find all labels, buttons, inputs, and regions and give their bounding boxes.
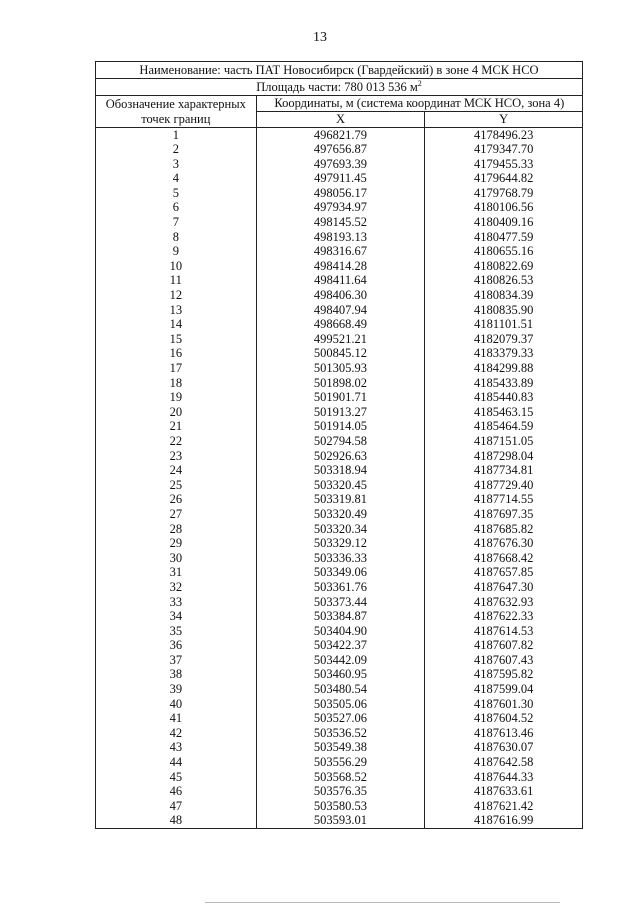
point-number: 6 bbox=[96, 200, 257, 215]
y-coordinate: 4187607.43 bbox=[425, 653, 583, 668]
y-coordinate: 4179644.82 bbox=[425, 171, 583, 186]
table-row bbox=[96, 449, 583, 464]
y-coordinate: 4185464.59 bbox=[425, 419, 583, 434]
table-row bbox=[96, 361, 583, 376]
table-row bbox=[96, 784, 583, 799]
x-coordinate: 501914.05 bbox=[256, 419, 425, 434]
table-row bbox=[96, 507, 583, 522]
point-number: 15 bbox=[96, 332, 257, 347]
y-coordinate: 4178496.23 bbox=[425, 127, 583, 142]
y-coordinate: 4180835.90 bbox=[425, 303, 583, 318]
x-coordinate: 498414.28 bbox=[256, 259, 425, 274]
y-coordinate: 4187595.82 bbox=[425, 667, 583, 682]
y-coordinate: 4187668.42 bbox=[425, 551, 583, 566]
x-coordinate: 503580.53 bbox=[256, 799, 425, 814]
table-row bbox=[96, 638, 583, 653]
table-row bbox=[96, 697, 583, 712]
point-number: 31 bbox=[96, 565, 257, 580]
x-coordinate: 501913.27 bbox=[256, 405, 425, 420]
y-coordinate: 4179455.33 bbox=[425, 157, 583, 172]
point-number: 5 bbox=[96, 186, 257, 201]
point-number: 3 bbox=[96, 157, 257, 172]
x-coordinate: 499521.21 bbox=[256, 332, 425, 347]
y-coordinate: 4187616.99 bbox=[425, 813, 583, 828]
point-number: 9 bbox=[96, 244, 257, 259]
table-body bbox=[96, 127, 583, 829]
x-coordinate: 497693.39 bbox=[256, 157, 425, 172]
point-number: 26 bbox=[96, 492, 257, 507]
x-coordinate: 503593.01 bbox=[256, 813, 425, 828]
x-coordinate: 498411.64 bbox=[256, 273, 425, 288]
point-number: 17 bbox=[96, 361, 257, 376]
point-number: 14 bbox=[96, 317, 257, 332]
y-coordinate: 4187151.05 bbox=[425, 434, 583, 449]
point-number: 42 bbox=[96, 726, 257, 741]
table-row bbox=[96, 740, 583, 755]
x-coordinate: 503336.33 bbox=[256, 551, 425, 566]
x-coordinate: 503527.06 bbox=[256, 711, 425, 726]
x-coordinate: 503361.76 bbox=[256, 580, 425, 595]
area-unit-sup: 2 bbox=[417, 78, 422, 88]
y-coordinate: 4182079.37 bbox=[425, 332, 583, 347]
x-coordinate: 496821.79 bbox=[256, 127, 425, 142]
x-coordinate: 503556.29 bbox=[256, 755, 425, 770]
table-row bbox=[96, 463, 583, 478]
y-coordinate: 4181101.51 bbox=[425, 317, 583, 332]
coordinates-table bbox=[95, 61, 583, 829]
y-coordinate: 4185463.15 bbox=[425, 405, 583, 420]
y-coordinate: 4180409.16 bbox=[425, 215, 583, 230]
point-number: 38 bbox=[96, 667, 257, 682]
table-row bbox=[96, 244, 583, 259]
table-row bbox=[96, 171, 583, 186]
point-number: 36 bbox=[96, 638, 257, 653]
x-coordinate: 503349.06 bbox=[256, 565, 425, 580]
point-number: 35 bbox=[96, 624, 257, 639]
table-row bbox=[96, 595, 583, 610]
table-row bbox=[96, 273, 583, 288]
point-number: 23 bbox=[96, 449, 257, 464]
point-number: 11 bbox=[96, 273, 257, 288]
y-coordinate: 4187657.85 bbox=[425, 565, 583, 580]
y-coordinate: 4180477.59 bbox=[425, 230, 583, 245]
point-number: 4 bbox=[96, 171, 257, 186]
table-row bbox=[96, 303, 583, 318]
table-row bbox=[96, 142, 583, 157]
scan-edge-line bbox=[205, 902, 560, 903]
y-coordinate: 4187622.33 bbox=[425, 609, 583, 624]
x-header: X bbox=[256, 112, 425, 128]
y-coordinate: 4185440.83 bbox=[425, 390, 583, 405]
x-coordinate: 503404.90 bbox=[256, 624, 425, 639]
x-coordinate: 503536.52 bbox=[256, 726, 425, 741]
point-number: 13 bbox=[96, 303, 257, 318]
x-coordinate: 497656.87 bbox=[256, 142, 425, 157]
x-coordinate: 503320.34 bbox=[256, 522, 425, 537]
point-number: 48 bbox=[96, 813, 257, 828]
y-coordinate: 4187729.40 bbox=[425, 478, 583, 493]
table-row bbox=[96, 405, 583, 420]
x-coordinate: 500845.12 bbox=[256, 346, 425, 361]
table-row bbox=[96, 215, 583, 230]
table-title: Наименование: часть ПАТ Новосибирск (Гвардейский) в зоне 4 МСК НСО bbox=[96, 62, 583, 79]
y-coordinate: 4179768.79 bbox=[425, 186, 583, 201]
point-number: 27 bbox=[96, 507, 257, 522]
x-coordinate: 503576.35 bbox=[256, 784, 425, 799]
point-number: 18 bbox=[96, 376, 257, 391]
x-coordinate: 502794.58 bbox=[256, 434, 425, 449]
point-number: 47 bbox=[96, 799, 257, 814]
point-number: 8 bbox=[96, 230, 257, 245]
table-row bbox=[96, 230, 583, 245]
y-coordinate: 4187633.61 bbox=[425, 784, 583, 799]
point-number: 40 bbox=[96, 697, 257, 712]
table-row bbox=[96, 580, 583, 595]
point-number: 32 bbox=[96, 580, 257, 595]
x-coordinate: 503320.49 bbox=[256, 507, 425, 522]
x-coordinate: 503480.54 bbox=[256, 682, 425, 697]
x-coordinate: 498668.49 bbox=[256, 317, 425, 332]
table-row bbox=[96, 536, 583, 551]
point-number: 28 bbox=[96, 522, 257, 537]
y-coordinate: 4179347.70 bbox=[425, 142, 583, 157]
point-number: 2 bbox=[96, 142, 257, 157]
table-row bbox=[96, 813, 583, 828]
table-row bbox=[96, 667, 583, 682]
table-row bbox=[96, 317, 583, 332]
y-coordinate: 4187621.42 bbox=[425, 799, 583, 814]
x-coordinate: 498406.30 bbox=[256, 288, 425, 303]
point-number: 1 bbox=[96, 127, 257, 142]
x-coordinate: 503442.09 bbox=[256, 653, 425, 668]
x-coordinate: 503373.44 bbox=[256, 595, 425, 610]
table-row bbox=[96, 419, 583, 434]
y-coordinate: 4187632.93 bbox=[425, 595, 583, 610]
x-coordinate: 501901.71 bbox=[256, 390, 425, 405]
table-row bbox=[96, 653, 583, 668]
point-number: 10 bbox=[96, 259, 257, 274]
coords-header: Координаты, м (система координат МСК НСО, зона 4) bbox=[256, 96, 582, 112]
y-coordinate: 4187630.07 bbox=[425, 740, 583, 755]
table-row bbox=[96, 200, 583, 215]
point-number: 43 bbox=[96, 740, 257, 755]
y-coordinate: 4187676.30 bbox=[425, 536, 583, 551]
y-coordinate: 4187604.52 bbox=[425, 711, 583, 726]
x-coordinate: 503384.87 bbox=[256, 609, 425, 624]
table-row bbox=[96, 127, 583, 142]
y-coordinate: 4187614.53 bbox=[425, 624, 583, 639]
x-coordinate: 497934.97 bbox=[256, 200, 425, 215]
point-number: 25 bbox=[96, 478, 257, 493]
table-row bbox=[96, 434, 583, 449]
x-coordinate: 503320.45 bbox=[256, 478, 425, 493]
x-coordinate: 498193.13 bbox=[256, 230, 425, 245]
point-number: 29 bbox=[96, 536, 257, 551]
y-coordinate: 4187734.81 bbox=[425, 463, 583, 478]
y-coordinate: 4180826.53 bbox=[425, 273, 583, 288]
y-coordinate: 4187607.82 bbox=[425, 638, 583, 653]
point-number: 41 bbox=[96, 711, 257, 726]
x-coordinate: 503422.37 bbox=[256, 638, 425, 653]
point-number: 20 bbox=[96, 405, 257, 420]
table-row bbox=[96, 376, 583, 391]
point-number: 21 bbox=[96, 419, 257, 434]
table-row bbox=[96, 390, 583, 405]
x-coordinate: 498316.67 bbox=[256, 244, 425, 259]
table-row bbox=[96, 711, 583, 726]
table-row bbox=[96, 259, 583, 274]
point-number: 16 bbox=[96, 346, 257, 361]
table-row bbox=[96, 609, 583, 624]
y-coordinate: 4184299.88 bbox=[425, 361, 583, 376]
y-header: Y bbox=[425, 112, 583, 128]
table-row bbox=[96, 478, 583, 493]
table-row bbox=[96, 346, 583, 361]
x-coordinate: 503568.52 bbox=[256, 770, 425, 785]
y-coordinate: 4187642.58 bbox=[425, 755, 583, 770]
y-coordinate: 4187647.30 bbox=[425, 580, 583, 595]
point-number: 34 bbox=[96, 609, 257, 624]
table-row bbox=[96, 565, 583, 580]
x-coordinate: 501305.93 bbox=[256, 361, 425, 376]
point-number: 30 bbox=[96, 551, 257, 566]
x-coordinate: 498056.17 bbox=[256, 186, 425, 201]
table-row bbox=[96, 492, 583, 507]
x-coordinate: 497911.45 bbox=[256, 171, 425, 186]
page-number: 13 bbox=[313, 30, 327, 45]
x-coordinate: 501898.02 bbox=[256, 376, 425, 391]
area-cell bbox=[96, 79, 583, 96]
x-coordinate: 502926.63 bbox=[256, 449, 425, 464]
y-coordinate: 4187613.46 bbox=[425, 726, 583, 741]
table-row bbox=[96, 799, 583, 814]
y-coordinate: 4187714.55 bbox=[425, 492, 583, 507]
table-row bbox=[96, 522, 583, 537]
y-coordinate: 4187697.35 bbox=[425, 507, 583, 522]
point-number: 37 bbox=[96, 653, 257, 668]
y-coordinate: 4187599.04 bbox=[425, 682, 583, 697]
y-coordinate: 4187644.33 bbox=[425, 770, 583, 785]
table-row bbox=[96, 157, 583, 172]
points-header-line1: Обозначение характерных bbox=[96, 96, 257, 112]
table-row bbox=[96, 288, 583, 303]
table-row bbox=[96, 755, 583, 770]
x-coordinate: 503319.81 bbox=[256, 492, 425, 507]
table-row bbox=[96, 770, 583, 785]
y-coordinate: 4180834.39 bbox=[425, 288, 583, 303]
area-text: Площадь части: 780 013 536 м bbox=[256, 80, 418, 94]
x-coordinate: 503549.38 bbox=[256, 740, 425, 755]
point-number: 7 bbox=[96, 215, 257, 230]
table-row bbox=[96, 551, 583, 566]
table-row bbox=[96, 682, 583, 697]
x-coordinate: 498145.52 bbox=[256, 215, 425, 230]
table-row bbox=[96, 332, 583, 347]
point-number: 33 bbox=[96, 595, 257, 610]
point-number: 44 bbox=[96, 755, 257, 770]
y-coordinate: 4185433.89 bbox=[425, 376, 583, 391]
point-number: 19 bbox=[96, 390, 257, 405]
point-number: 22 bbox=[96, 434, 257, 449]
x-coordinate: 503460.95 bbox=[256, 667, 425, 682]
x-coordinate: 503505.06 bbox=[256, 697, 425, 712]
y-coordinate: 4187298.04 bbox=[425, 449, 583, 464]
y-coordinate: 4187685.82 bbox=[425, 522, 583, 537]
point-number: 46 bbox=[96, 784, 257, 799]
point-number: 39 bbox=[96, 682, 257, 697]
table-row bbox=[96, 186, 583, 201]
y-coordinate: 4180822.69 bbox=[425, 259, 583, 274]
table-row bbox=[96, 624, 583, 639]
points-header-line2: точек границ bbox=[96, 112, 257, 128]
y-coordinate: 4183379.33 bbox=[425, 346, 583, 361]
y-coordinate: 4187601.30 bbox=[425, 697, 583, 712]
x-coordinate: 503318.94 bbox=[256, 463, 425, 478]
table-row bbox=[96, 726, 583, 741]
y-coordinate: 4180655.16 bbox=[425, 244, 583, 259]
point-number: 12 bbox=[96, 288, 257, 303]
x-coordinate: 498407.94 bbox=[256, 303, 425, 318]
point-number: 24 bbox=[96, 463, 257, 478]
point-number: 45 bbox=[96, 770, 257, 785]
y-coordinate: 4180106.56 bbox=[425, 200, 583, 215]
x-coordinate: 503329.12 bbox=[256, 536, 425, 551]
